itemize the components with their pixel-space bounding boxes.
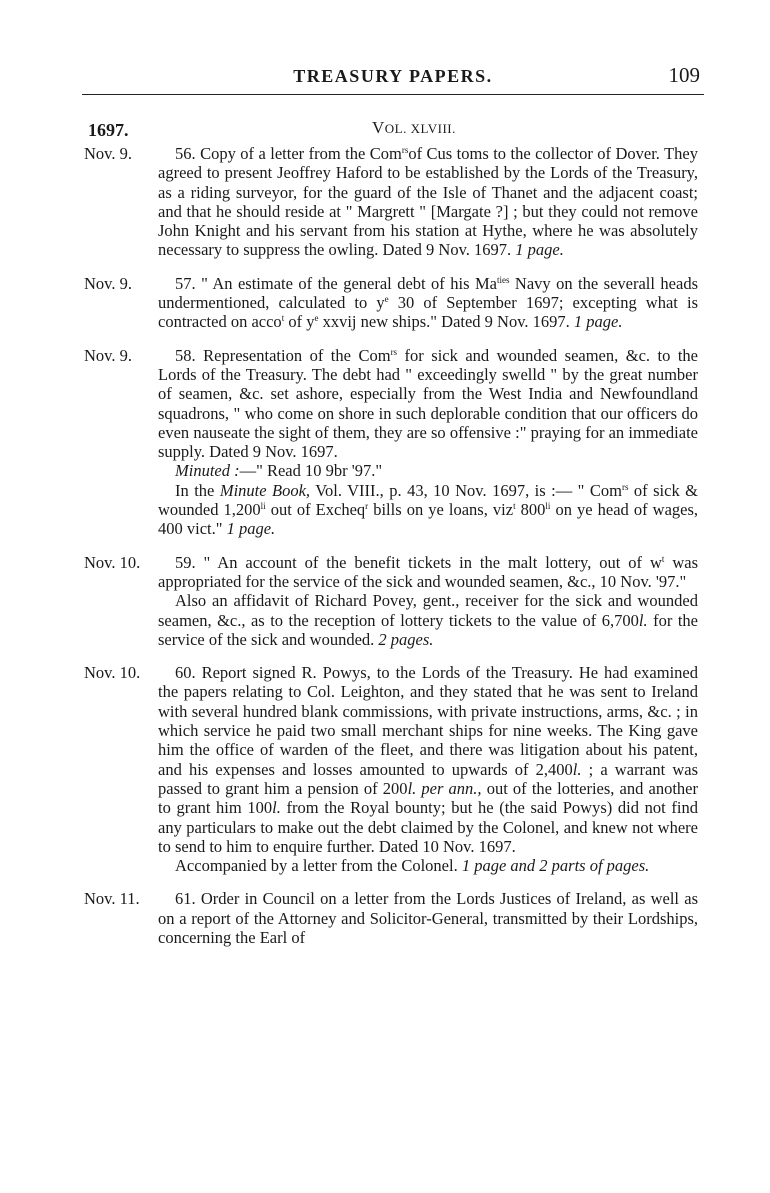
entry-paragraph: 59. " An account of the benefit tickets in the malt lottery, out of $w^t$ was appropriated for the service of the sick and wounded seamen, &c., 10 Nov. '97." — [158, 552, 698, 591]
entry-date: Nov. 10. — [84, 552, 141, 572]
entry-paragraph: In the Minute Book, Vol. VIII., p. 43, 10 Nov. 1697, is :— " Com$^{rs}$ of sick & wounded $1,200^{li}$ out of Excheq$^r$ bills on ye loans, viz$^t$ $800^{li}$ on ye head of wages, 400 vict." 1 page. — [158, 480, 699, 539]
entry-paragraph: Also an affidavit of Richard Povey, gent., receiver for the sick and wounded seamen, &c., as to the reception of lottery tickets to the value of 6,700l. for the service of the sick and wounded. 2 pages. — [158, 591, 698, 649]
entry-61 — [0, 889, 770, 947]
entry-paragraph: 57. " An estimate of the general debt of his $Ma^{ties}$ Navy on the severall heads undermentioned, calculated to $y^e$ 30 of September 1697; excepting what is contracted on acco$^t$ of $y^e$ xxvij new ships." Dated 9 Nov. 1697. 1 page. — [158, 273, 698, 332]
entry-paragraph: 60. Report signed R. Powys, to the Lords of the Treasury. He had examined the papers relating to Col. Leighton, and they stated that he was sent to Ireland with several hundred blank commissions, with private instructions, arms, &c. ; in which service he paid two small merchant ships for nine weeks. The King gave him the office of warden of the fleet, and there was litigation about his patent, and his expenses and losses amounted to upwards of 2,400l. ; a warrant was passed to grant him a pension of 200l. per ann., out of the lotteries, and another to grant him 100l. from the Royal bounty; but he (the said Powys) did not find any particulars to make out the debt claimed by the Colonel, and knew not where to send to him to enquire further. Dated 10 Nov. 1697. — [158, 663, 698, 856]
entry-paragraph: 58. Representation of the Com$^{rs}$ for sick and wounded seamen, &c. to the Lords of the Treasury. The debt had " exceedingly swelld " by the great number of seamen, &c. set ashore, especially from the West India and Newfoundland squadrons, " who come on shore in such deplorable condition that our officers do even nauseate the sight of them, they are so offensive :" praying for an immediate supply. Dated 9 Nov. 1697. — [158, 345, 698, 462]
entry-57 — [0, 274, 770, 332]
entry-paragraph: 56. Copy of a letter from the Com$^{rs}$of Cus toms to the collector of Dover. They agreed to present Jeoffrey Haford to be established by the Lords of the Treasury, as a riding surveyor, for the guard of the Isle of Thanet and the adjacent coast; and that he should reside at " Margrett " [Margate ?] ; but they could not remove John Knight and his servant from his station at Hythe, where he was absolutely necessary to suppress the owling. Dated 9 Nov. 1697. 1 page. — [158, 144, 698, 260]
entry-paragraph: 61. Order in Council on a letter from the Lords Justices of Ireland, as well as on a report of the Attorney and Solicitor-General, transmitted by their Lordships, concerning the Earl of — [158, 889, 698, 947]
entry-date: Nov. 9. — [84, 144, 132, 163]
page-number: 109 — [668, 63, 700, 87]
entry-56 — [0, 144, 770, 260]
entry-date: Nov. 10. — [84, 663, 141, 683]
minute-note: Minuted :—" Read 10 9br '97." — [175, 461, 383, 481]
entry-58 — [0, 346, 770, 539]
entry-date: Nov. 11. — [84, 889, 140, 909]
entry-59 — [0, 553, 770, 649]
running-head: TREASURY PAPERS. — [293, 66, 493, 86]
entry-60 — [0, 663, 770, 875]
entry-paragraph: Accompanied by a letter from the Colonel. 1 page and 2 parts of pages. — [175, 856, 650, 876]
volume-heading: VOL. XLVIII. — [372, 118, 456, 137]
page-header — [82, 64, 704, 95]
entry-date: Nov. 9. — [84, 273, 132, 293]
entry-date: Nov. 9. — [84, 345, 132, 365]
year-marginal: 1697. — [88, 120, 129, 140]
entries — [0, 144, 770, 961]
